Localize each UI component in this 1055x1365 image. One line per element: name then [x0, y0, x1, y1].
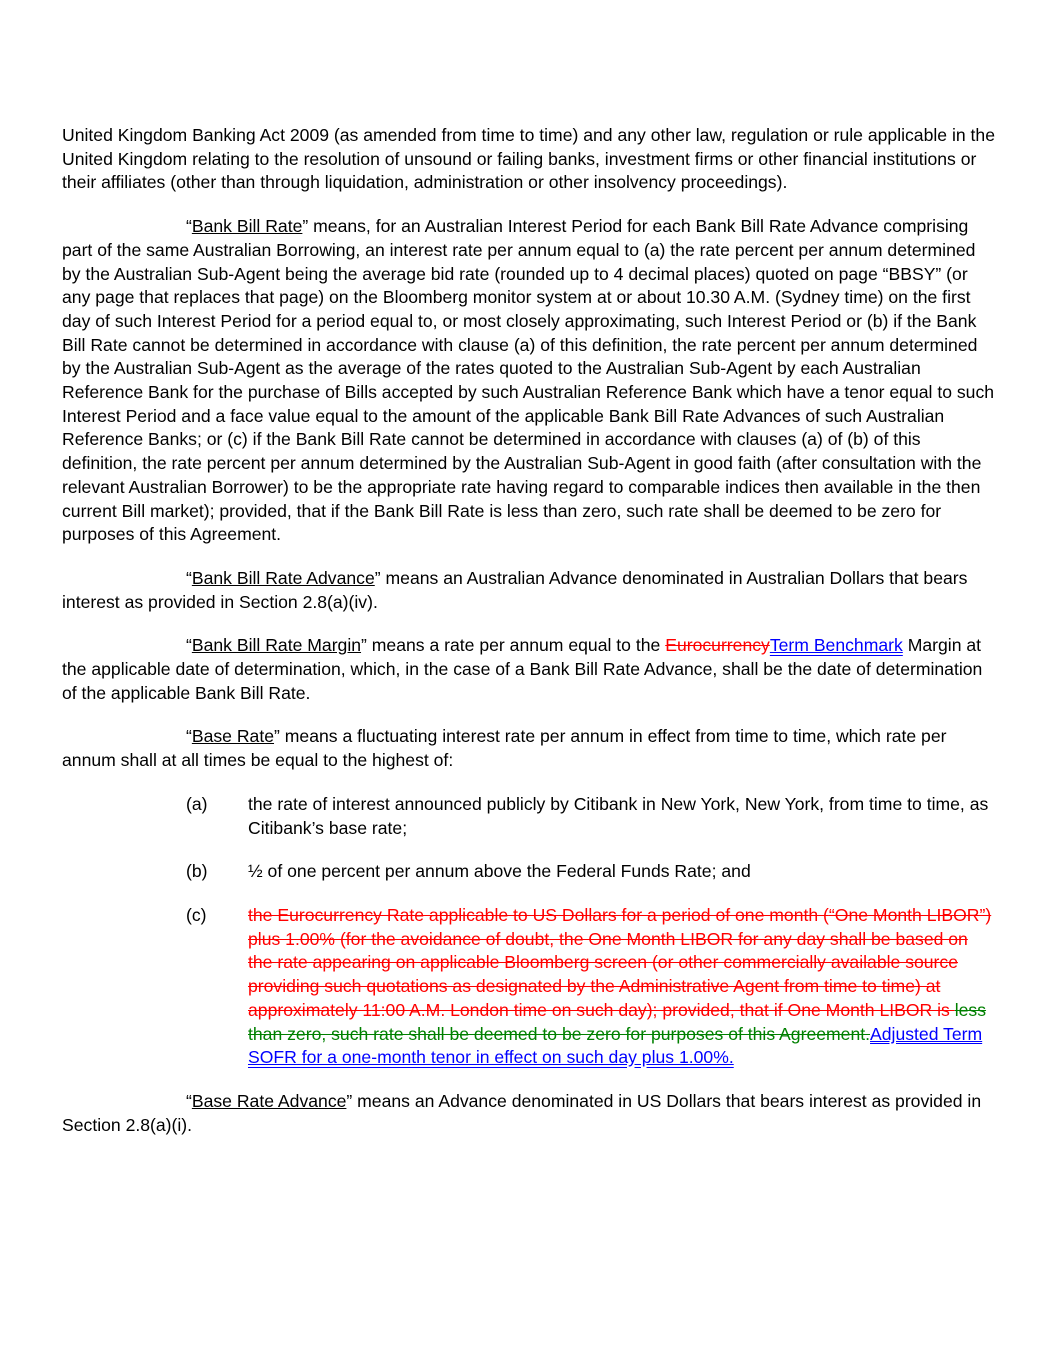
tracked-deletion-continued: ”) plus 1.00% (for the avoidance of doubt, the One Month LIBOR for any day shall be based on the rate appearing on applicable Bloomberg screen (or other commercially available source providing such quotations as designated by the Administrative Agent from time to time) at approximately 11:00 A.M. London time on such day); provided, that if One Month LIBOR is [248, 904, 992, 1020]
definition-body: means a rate per annum equal to the [366, 635, 666, 656]
list-label: (a) [186, 793, 208, 814]
tracked-deletion-green: less than zero, such rate shall be deemed to be zero for purposes of this Agreement. [248, 999, 987, 1044]
list-label: (c) [186, 904, 207, 925]
definition-bank-bill-rate-advance [62, 567, 997, 614]
list-text [248, 905, 991, 1067]
defined-term: Base Rate [191, 726, 275, 747]
definition-body: means an Advance denominated in US Dollars that bears interest as provided in Section 2.8(a)(i). [62, 1090, 982, 1135]
tracked-deletion: Eurocurrency [665, 635, 770, 656]
definition-bank-bill-rate [62, 215, 997, 547]
list-item-c [62, 904, 997, 1070]
open-quote: “ [186, 216, 192, 237]
tracked-insertion: Adjusted Term SOFR for a one-month tenor in effect on such day plus 1.00%. [248, 1023, 983, 1068]
defined-term: Bank Bill Rate Advance [191, 567, 375, 588]
definition-base-rate [62, 725, 997, 772]
close-quote: ” [374, 567, 381, 588]
definition-body-continued: Margin at the applicable date of determination, which, in the case of a Bank Bill Rate Advance, shall be the date of determination of the applicable Bank Bill Rate. [62, 635, 983, 703]
tracked-deletion: the Eurocurrency Rate applicable to US Dollars for a period of one month ( [248, 904, 829, 925]
definition-base-rate-advance [62, 1090, 997, 1137]
close-quote: ” [302, 216, 309, 237]
list-label: (b) [186, 861, 208, 882]
open-quote: “ [186, 567, 192, 588]
list-text: ½ of one percent per annum above the Federal Funds Rate; and [248, 861, 751, 882]
defined-term: Bank Bill Rate Margin [191, 635, 362, 656]
defined-term: Bank Bill Rate [191, 216, 303, 237]
document-page [62, 124, 997, 1157]
open-quote: “ [186, 1090, 192, 1111]
open-quote: “ [186, 726, 192, 747]
definition-body: means, for an Australian Interest Period for each Bank Bill Rate Advance comprising part of the same Australian Borrowing, an interest rate per annum equal to (a) the rate percent per annum determined by the Australian Sub-Agent being the average bid rate (rounded up to 4 decimal places) quoted on page “BBSY” (or any page that replaces that page) on the Bloomberg monitor system at or about 10.30 A.M. (Sydney time) on the first day of such Interest Period for a period equal to, or most closely approximating, such Interest Period or (b) if the Bank Bill Rate cannot be determined in accordance with clause (a) of this definition, the rate percent per annum determined by the Australian Sub-Agent as the average of the rates quoted to the Australian Sub-Agent by each Australian Reference Bank for the purchase of Bills accepted by such Australian Reference Bank which have a tenor equal to such Interest Period and a face value equal to the amount of the applicable Bank Bill Rate Advances of such Australian Reference Banks; or (c) if the Bank Bill Rate cannot be determined in accordance with clauses (a) of (b) of this definition, the rate percent per annum determined by the Australian Sub-Agent in good faith (after consultation with the relevant Australian Borrower) to be the appropriate rate having regard to comparable indices then available in the then current Bill market); provided, that if the Bank Bill Rate is less than zero, such rate shall be deemed to be zero for purposes of this Agreement. [62, 216, 995, 545]
definition-body: means an Australian Advance denominated in Australian Dollars that bears interest as provided in Section 2.8(a)(iv). [62, 567, 968, 612]
list-item-b [62, 860, 997, 884]
list-item-a [62, 793, 997, 840]
defined-term: Base Rate Advance [191, 1090, 347, 1111]
definition-bank-bill-rate-margin [62, 634, 997, 705]
close-quote: ” [274, 726, 280, 747]
close-quote: ” [361, 635, 367, 656]
paragraph-uk-banking-act: United Kingdom Banking Act 2009 (as amended from time to time) and any other law, regulation or rule applicable in the United Kingdom relating to the resolution of unsound or failing banks, investment firms or other financial institutions or their affiliates (other than through liquidation, administration or other insolvency proceedings). [62, 125, 996, 193]
list-text: the rate of interest announced publicly by Citibank in New York, New York, from time to time, as Citibank’s base rate; [248, 793, 989, 838]
tracked-deletion-term: “One Month LIBOR [828, 904, 980, 925]
definition-body: means a fluctuating interest rate per annum in effect from time to time, which rate per annum shall at all times be equal to the highest of: [62, 726, 947, 771]
open-quote: “ [186, 635, 192, 656]
close-quote: ” [346, 1090, 353, 1111]
tracked-insertion: Term Benchmark [769, 635, 903, 656]
